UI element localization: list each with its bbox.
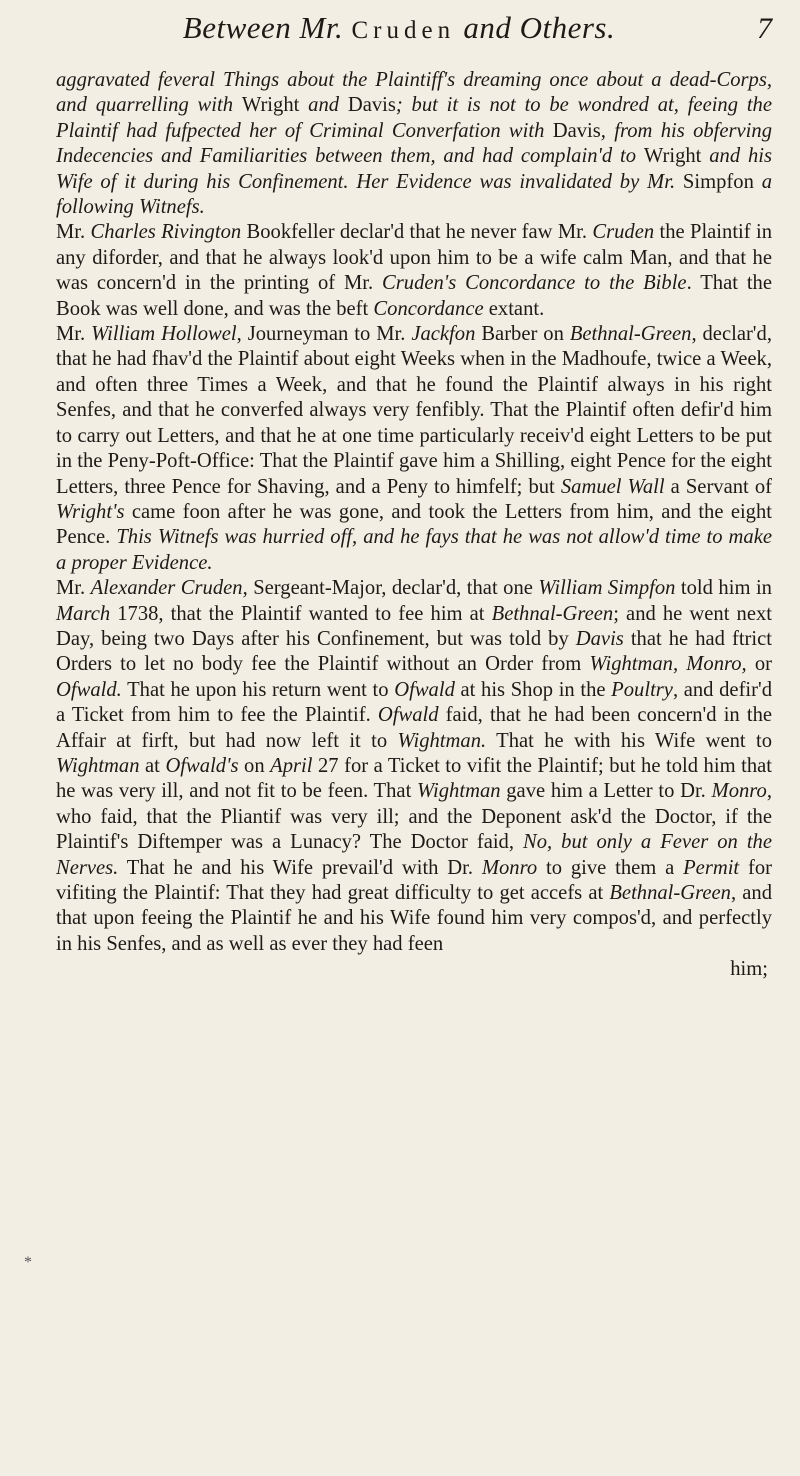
text-run: , from his obferving Indecencies and Familiarities between them, and had complain'd to: [56, 119, 772, 168]
text-run: , declar'd, that he had fhav'd the Plaintif about eight Weeks when in the Madhoufe, twice a Week, and often three Times a Week, and that he found the Plaintif always in his right Senfes, and that he converfed always very fenfibly. That the Plaintif often defir'd him to carry out Letters, and that he at one time particularly receiv'd eight Letters to be put in the Peny-Poft-Office: That the Plaintif gave him a Shilling, eight Pence for the eight Letters, three Pence for Shaving, and a Peny to himfelf; but: [56, 323, 772, 498]
text-run: Bookfeller declar'd that he never faw Mr.: [241, 221, 593, 244]
text-run: to give them a: [537, 856, 684, 879]
running-title: [56, 10, 742, 46]
paragraph-hollowel: [56, 322, 772, 576]
page-number: 7: [757, 12, 772, 45]
text-run: Wright's: [56, 500, 125, 523]
text-run: William Hollowel: [91, 323, 237, 346]
text-run: Alexander Cruden: [90, 577, 243, 600]
text-run: , and defir'd a Ticket from him to fee the Plaintif.: [56, 678, 773, 727]
text-run: Bethnal-Green: [491, 602, 614, 625]
text-run: faid, that he had been concern'd in the Affair at firft, but had now left it to: [56, 704, 773, 752]
running-head: [56, 10, 772, 68]
running-title-before: Between Mr.: [182, 10, 344, 45]
text-run: No, but only a Fever on the Nerves.: [56, 831, 772, 879]
text-run: , Sergeant-Major, declar'd, that one: [242, 577, 539, 600]
text-run: Davis: [575, 627, 624, 650]
text-run: This Witnefs was hurried off, and he fays that he was not allow'd time to make a proper Evidence.: [56, 526, 772, 574]
text-run: Mr.: [56, 221, 91, 244]
text-run: , Journeyman to Mr.: [236, 323, 412, 346]
text-run: April: [270, 754, 313, 777]
text-run: Jackfon: [411, 323, 476, 346]
text-run: the Plaintif in any diforder, and that he always look'd upon him to be a wife calm Man, and that he was concern'd in the printing of Mr.: [56, 221, 772, 295]
text-run: Mr.: [56, 323, 92, 346]
text-run: Wright: [241, 94, 300, 117]
text-run: a Servant of: [664, 475, 772, 498]
text-run: came foon after he was gone, and took the Letters from him, and the eight Pence.: [56, 500, 772, 549]
text-run: William Simpfon: [538, 577, 676, 600]
text-run: and his Wife of it during his Confinement. Her Evidence was invalidated by Mr.: [56, 145, 772, 193]
text-run: , who faid, that the Pliantif was very ill; and the Deponent ask'd the Doctor, if the Plaintif's Diftemper was a Lunacy? The Doctor faid,: [56, 780, 772, 854]
running-title-after: and Others.: [463, 10, 616, 45]
text-run: and: [299, 94, 348, 117]
body-text: [56, 68, 772, 983]
text-run: March: [56, 602, 111, 625]
text-run: Permit: [683, 856, 740, 879]
text-run: Mr.: [56, 577, 91, 600]
text-run: Samuel Wall: [560, 475, 665, 498]
text-run: 1738, that the Plaintif wanted to fee him at: [110, 602, 492, 625]
text-run: Ofwald: [394, 678, 455, 701]
running-title-name: Cruden: [351, 17, 456, 44]
paragraph-alexander-cruden: [56, 576, 772, 957]
text-run: Monro: [481, 856, 538, 879]
text-run: Ofwald: [377, 704, 439, 727]
text-run: Ofwald's: [165, 754, 239, 777]
text-run: Davis: [552, 119, 601, 142]
catchword: him;: [730, 958, 768, 981]
text-run: That he with his Wife went to: [486, 729, 772, 752]
text-run: Cruden's Concordance to the Bible: [382, 272, 687, 295]
text-run: Charles Rivington: [90, 221, 242, 244]
text-run: or: [746, 653, 773, 676]
text-run: at: [139, 754, 166, 777]
text-run: told him in: [675, 577, 772, 600]
text-run: Wightman: [56, 754, 140, 777]
text-run: , and that upon feeing the Plaintif he and his Wife found him very compos'd, and perfectly in his Senfes, and as well as ever they had feen: [56, 882, 772, 955]
text-run: Cruden: [592, 221, 655, 244]
text-run: Barber on: [475, 323, 570, 346]
text-run: that he had ftrict Orders to let no body fee the Plaintif without an Order from: [56, 627, 772, 676]
text-run: Bethnal-Green: [609, 882, 731, 904]
text-run: extant.: [483, 297, 545, 320]
text-run: a following Witnefs.: [56, 170, 772, 219]
paragraph-testimony-continued: [56, 68, 772, 220]
text-run: Simpfon: [682, 170, 754, 193]
text-run: That he upon his return went to: [121, 678, 395, 701]
text-run: That he and his Wife prevail'd with Dr.: [118, 856, 482, 879]
text-run: ; but it is not to be wondred at, feeing the Plaintif had fufpected her of Criminal Converfation with: [56, 94, 772, 142]
text-run: Davis: [347, 94, 396, 117]
text-run: Concordance: [373, 297, 484, 320]
text-run: at his Shop in the: [454, 678, 612, 701]
text-run: Wightman: [417, 780, 501, 803]
margin-mark: *: [24, 1254, 32, 1271]
text-run: Ofwald.: [56, 678, 122, 701]
text-run: Poultry: [611, 678, 673, 701]
text-run: for vifiting the Plaintif: That they had great difficulty to get accefs at: [56, 856, 772, 904]
text-run: Wightman, Monro,: [589, 653, 747, 676]
text-run: Monro: [711, 780, 767, 803]
text-run: Wright: [643, 145, 702, 168]
text-run: on: [238, 754, 271, 777]
text-run: aggravated feveral Things about the Plaintiff's dreaming once about a dead-Corps, and quarrelling with: [56, 69, 772, 117]
paragraph-rivington: [56, 220, 772, 322]
text-run: Wightman.: [397, 729, 487, 752]
text-run: . That the Book was well done, and was the beft: [56, 272, 772, 320]
text-run: 27 for a Ticket to vifit the Plaintif; but he told him that he was very ill, and not fit to be feen. That: [56, 754, 772, 803]
text-run: gave him a Letter to Dr.: [500, 780, 712, 803]
text-run: Bethnal-Green: [569, 323, 692, 346]
text-run: ; and he went next Day, being two Days after his Confinement, but was told by: [56, 602, 772, 650]
